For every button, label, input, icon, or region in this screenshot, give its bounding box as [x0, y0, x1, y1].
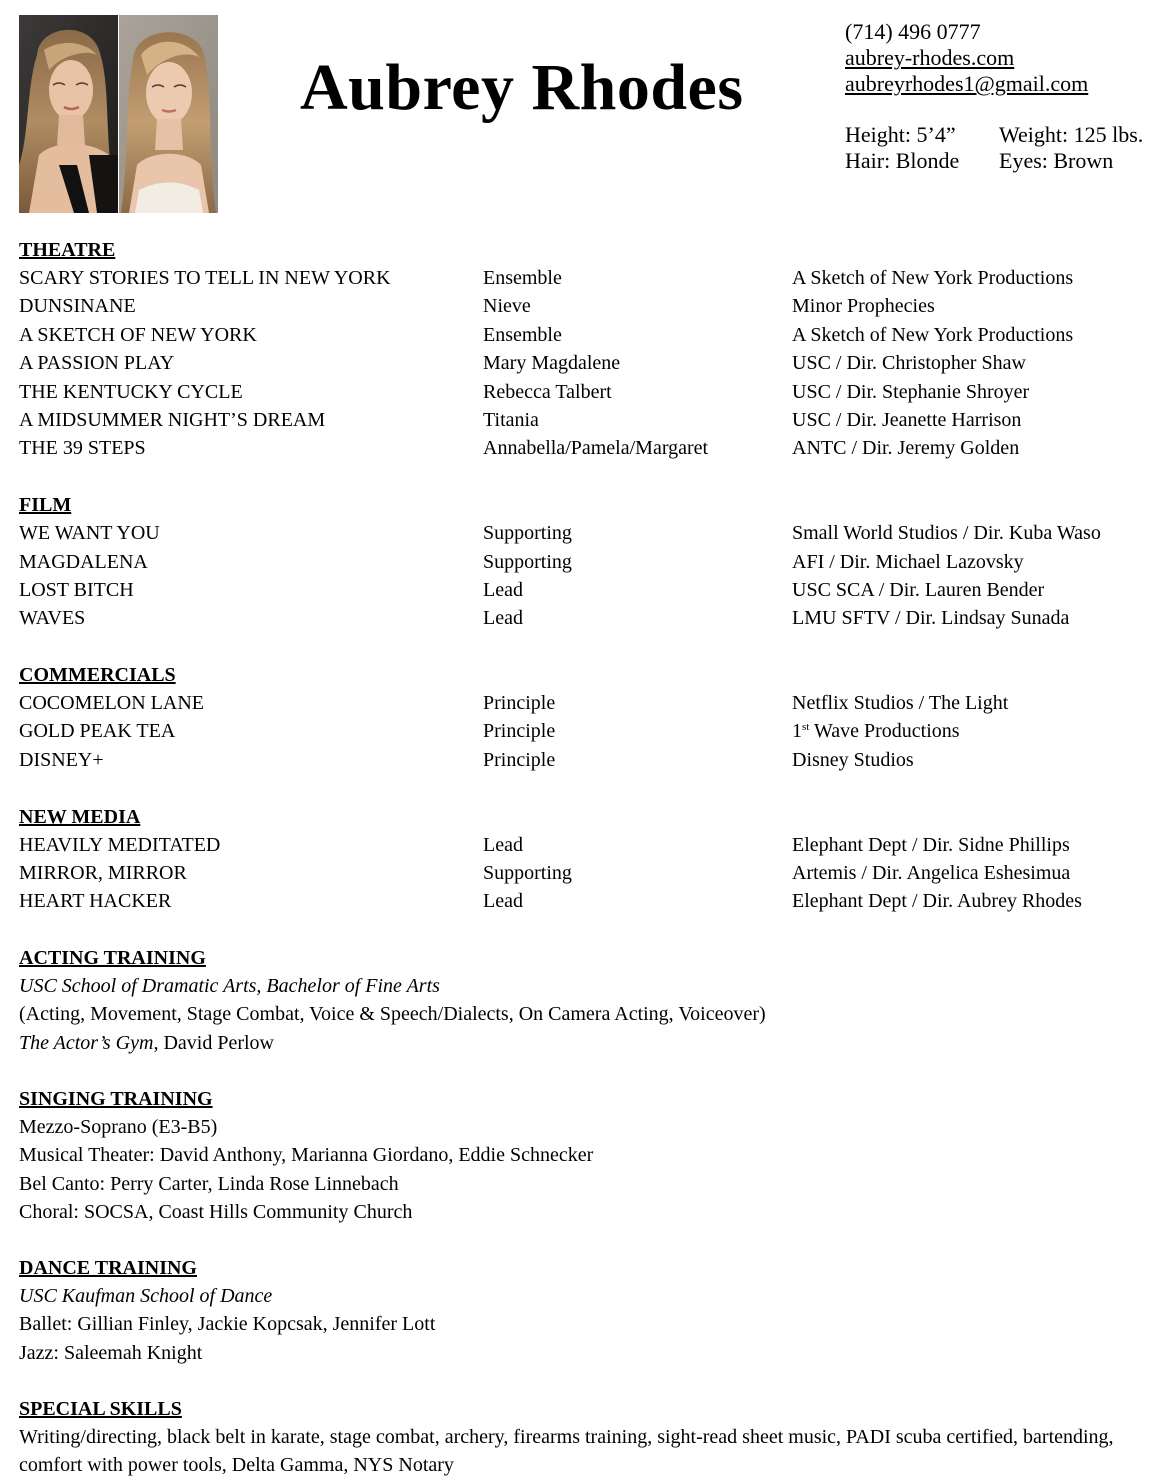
credit-title: WAVES [19, 607, 86, 630]
credit-row [19, 292, 1169, 320]
credit-role: Mary Magdalene [483, 352, 621, 375]
website-link[interactable]: aubrey-rhodes.com [845, 45, 1015, 70]
credit-role: Lead [483, 607, 523, 630]
credit-company: Netflix Studios / The Light [792, 692, 1009, 715]
height-stat: Height: 5’4” [845, 122, 956, 147]
acting-school: USC School of Dramatic Arts, Bachelor of Fine Arts [19, 975, 440, 998]
film-section [19, 491, 1169, 633]
credit-company: USC / Dir. Stephanie Shroyer [792, 380, 1030, 403]
credit-row [19, 746, 1169, 774]
singing-line: Musical Theater: David Anthony, Marianna Giordano, Eddie Schnecker [19, 1144, 594, 1167]
credit-row [19, 264, 1169, 292]
singing-line: Mezzo-Soprano (E3-B5) [19, 1116, 218, 1139]
section-heading: THEATRE [19, 239, 116, 261]
theatre-section [19, 236, 1169, 463]
credit-role: Annabella/Pamela/Margaret [483, 437, 709, 460]
credit-row [19, 859, 1169, 887]
stats-row [845, 122, 1143, 148]
dance-line: Ballet: Gillian Finley, Jackie Kopcsak, Jennifer Lott [19, 1313, 436, 1336]
credit-title: MIRROR, MIRROR [19, 862, 187, 885]
credit-company: Elephant Dept / Dir. Aubrey Rhodes [792, 890, 1082, 913]
credit-role: Ensemble [483, 323, 562, 346]
acting-training-section [19, 944, 1169, 1057]
credit-row [19, 689, 1169, 717]
credit-role: Principle [483, 692, 556, 715]
section-heading: COMMERCIALS [19, 664, 176, 687]
section-heading: SPECIAL SKILLS [19, 1398, 182, 1421]
credit-company: Small World Studios / Dir. Kuba Waso [792, 522, 1101, 545]
resume-body [19, 236, 1169, 1480]
credit-row [19, 831, 1169, 859]
singing-training-section [19, 1085, 1169, 1226]
special-skills-text: Writing/directing, black belt in karate, stage combat, archery, firearms training, sight-read sheet music, PADI scuba certified, bartending, comfort with power tools, Delta Gamma, NYS Notary [19, 1426, 1114, 1477]
section-heading: NEW MEDIA [19, 805, 141, 828]
credit-role: Lead [483, 890, 523, 913]
credit-company: A Sketch of New York Productions [792, 323, 1074, 346]
credit-title: COCOMELON LANE [19, 692, 204, 715]
dance-school: USC Kaufman School of Dance [19, 1285, 273, 1308]
credit-company-ordinal-suffix: st [802, 721, 810, 734]
eyes-stat: Eyes: Brown [999, 148, 1114, 173]
acting-gym-teacher: , David Perlow [153, 1031, 274, 1054]
credit-title: DISNEY+ [19, 748, 104, 771]
commercials-section [19, 661, 1169, 774]
credit-company: Disney Studios [792, 748, 914, 771]
credit-title: SCARY STORIES TO TELL IN NEW YORK [19, 267, 391, 289]
credit-title: THE 39 STEPS [19, 437, 146, 460]
section-heading: SINGING TRAINING [19, 1088, 213, 1111]
credit-company: A Sketch of New York Productions [792, 267, 1074, 289]
credit-row [19, 887, 1169, 915]
credit-title: WE WANT YOU [19, 522, 160, 545]
credit-title: LOST BITCH [19, 578, 134, 601]
credit-role: Rebecca Talbert [483, 380, 612, 403]
physical-stats [845, 122, 1143, 174]
credit-title: THE KENTUCKY CYCLE [19, 380, 243, 403]
new-media-section [19, 803, 1169, 916]
credit-company: Artemis / Dir. Angelica Eshesimua [792, 862, 1071, 885]
credit-role: Supporting [483, 522, 572, 545]
credit-role: Lead [483, 578, 523, 601]
credit-company: LMU SFTV / Dir. Lindsay Sunada [792, 607, 1070, 630]
credit-row [19, 434, 1169, 462]
section-heading: DANCE TRAINING [19, 1257, 197, 1280]
credit-title: A PASSION PLAY [19, 352, 175, 375]
special-skills-section [19, 1395, 1169, 1479]
credit-role: Ensemble [483, 267, 562, 289]
credit-title: A SKETCH OF NEW YORK [19, 323, 257, 346]
credit-row [19, 519, 1169, 547]
credit-row [19, 349, 1169, 377]
credit-company: USC / Dir. Christopher Shaw [792, 352, 1026, 375]
headshot-photo-right [119, 15, 218, 213]
credit-title: HEART HACKER [19, 890, 172, 913]
credit-title: HEAVILY MEDITATED [19, 833, 221, 856]
credit-title: GOLD PEAK TEA [19, 720, 176, 743]
credit-title: MAGDALENA [19, 550, 148, 573]
credit-title: A MIDSUMMER NIGHT’S DREAM [19, 408, 326, 431]
credit-row [19, 717, 1169, 745]
actor-name: Aubrey Rhodes [300, 51, 744, 124]
email-link[interactable]: aubreyrhodes1@gmail.com [845, 71, 1089, 96]
credit-company: AFI / Dir. Michael Lazovsky [792, 550, 1024, 573]
stats-row [845, 148, 1143, 174]
credit-row [19, 406, 1169, 434]
dance-line: Jazz: Saleemah Knight [19, 1341, 203, 1364]
phone-number: (714) 496 0777 [845, 19, 981, 44]
credit-row [19, 548, 1169, 576]
credit-role: Nieve [483, 295, 531, 318]
credit-row [19, 378, 1169, 406]
credit-company-name: Wave Productions [809, 720, 960, 743]
credit-role: Titania [483, 408, 539, 431]
acting-gym-line [19, 1029, 1169, 1057]
weight-stat: Weight: 125 lbs. [999, 122, 1144, 147]
credit-row [19, 604, 1169, 632]
singing-line: Choral: SOCSA, Coast Hills Community Church [19, 1200, 413, 1223]
contact-info [845, 19, 1088, 97]
credit-role: Principle [483, 748, 556, 771]
dance-training-section [19, 1254, 1169, 1367]
credit-company [792, 717, 960, 745]
credit-company: USC SCA / Dir. Lauren Bender [792, 578, 1045, 601]
credit-company-ordinal: 1 [792, 720, 802, 743]
credit-role: Lead [483, 833, 523, 856]
singing-line: Bel Canto: Perry Carter, Linda Rose Linnebach [19, 1172, 399, 1195]
credit-title: DUNSINANE [19, 295, 136, 318]
headshot-photos [19, 15, 218, 213]
section-heading: FILM [19, 494, 72, 517]
credit-role: Principle [483, 720, 556, 743]
hair-stat: Hair: Blonde [845, 148, 960, 173]
credit-row [19, 321, 1169, 349]
credit-role: Supporting [483, 550, 572, 573]
credit-role: Supporting [483, 862, 572, 885]
acting-subjects: (Acting, Movement, Stage Combat, Voice & Speech/Dialects, On Camera Acting, Voiceover) [19, 1003, 766, 1026]
section-heading: ACTING TRAINING [19, 947, 206, 970]
credit-company: USC / Dir. Jeanette Harrison [792, 408, 1022, 431]
credit-company: Minor Prophecies [792, 295, 935, 318]
credit-company: Elephant Dept / Dir. Sidne Phillips [792, 833, 1070, 856]
acting-gym: The Actor’s Gym [19, 1031, 154, 1054]
credit-row [19, 576, 1169, 604]
credit-company: ANTC / Dir. Jeremy Golden [792, 437, 1020, 460]
headshot-photo-left [19, 15, 118, 213]
